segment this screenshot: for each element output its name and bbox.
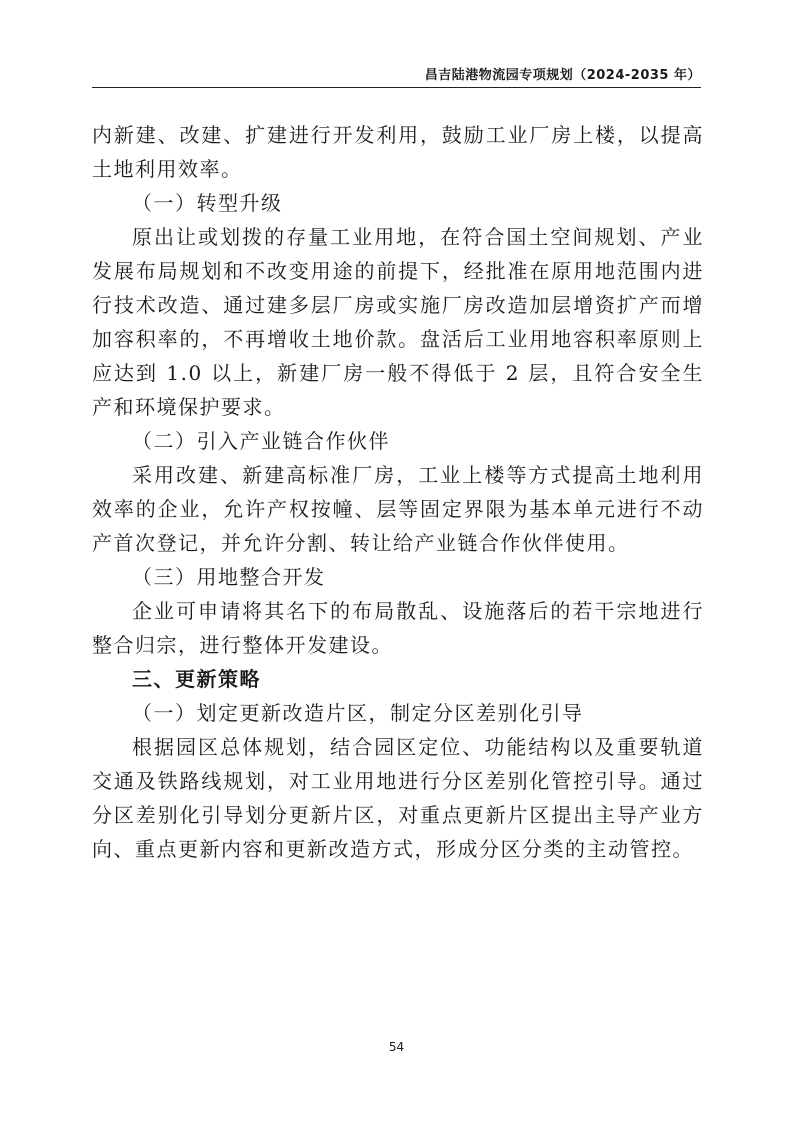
subheading: （三）用地整合开发: [132, 565, 326, 589]
subheading: （二）引入产业链合作伙伴: [132, 429, 390, 453]
paragraph: 采用改建、新建高标准厂房，工业上楼等方式提高土地利用效率的企业，允许产权按幢、层等固定界限为基本单元进行不动产首次登记，并允许分割、转让给产业链合作伙伴使用。: [92, 463, 704, 555]
paragraph: 原出让或划拨的存量工业用地，在符合国土空间规划、产业发展布局规划和不改变用途的前提下，经批准在原用地范围内进行技术改造、通过建多层厂房或实施厂房改造加层增资扩产而增加容积率的，不再增收土地价款。盘活后工业用地容积率原则上应达到 1.0 以上，新建厂房一般不得低于 2 层，且符合安全生产和环境保护要求。: [92, 225, 704, 419]
subheading: （一）划定更新改造片区，制定分区差别化引导: [132, 701, 584, 725]
paragraph: 企业可申请将其名下的布局散乱、设施落后的若干宗地进行整合归宗，进行整体开发建设。: [92, 599, 704, 657]
paragraph: 根据园区总体规划，结合园区定位、功能结构以及重要轨道交通及铁路线规划，对工业用地进行分区差别化管控引导。通过分区差别化引导划分更新片区，对重点更新片区提出主导产业方向、重点更新内容和更新改造方式，形成分区分类的主动管控。: [92, 735, 704, 861]
header-rule: [92, 87, 701, 88]
page-number: 54: [388, 1040, 405, 1054]
page-body: [92, 118, 704, 866]
paragraph: 内新建、改建、扩建进行开发利用，鼓励工业厂房上楼，以提高土地利用效率。: [92, 123, 704, 181]
subheading: （一）转型升级: [132, 191, 283, 215]
section-heading: 三、更新策略: [132, 667, 261, 691]
running-header: 昌吉陆港物流园专项规划（2024-2035 年）: [424, 68, 701, 83]
